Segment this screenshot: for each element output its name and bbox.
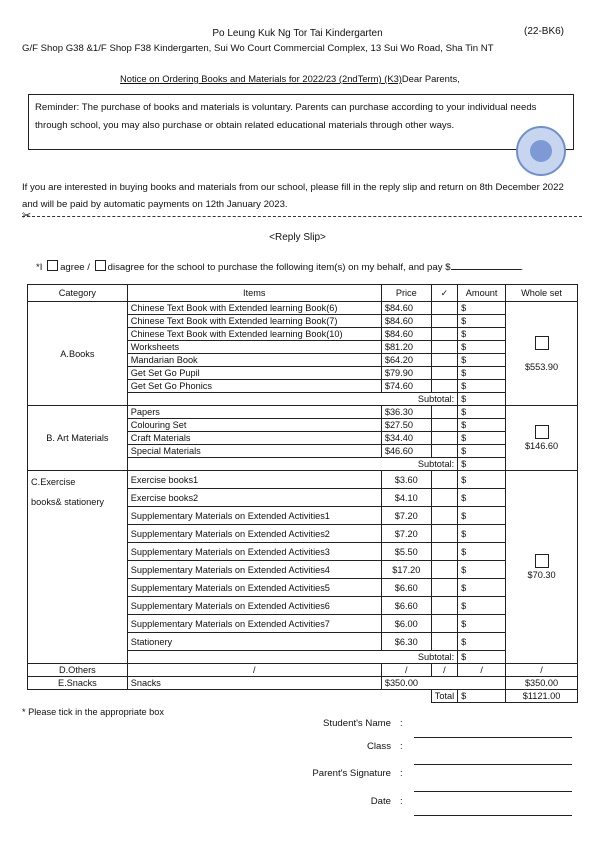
disagree-checkbox[interactable] — [95, 260, 106, 271]
subtotal-label: Subtotal: — [127, 393, 457, 406]
item-check[interactable] — [431, 302, 457, 315]
table-row — [28, 677, 578, 690]
item-amount: $ — [458, 380, 506, 393]
item-price: $84.60 — [381, 302, 431, 315]
item-price: $27.50 — [381, 419, 431, 432]
item-name: Supplementary Materials on Extended Activities2 — [127, 525, 381, 543]
item-price: $6.60 — [381, 597, 431, 615]
item-name: Mandarian Book — [127, 354, 381, 367]
item-name: Supplementary Materials on Extended Activities5 — [127, 579, 381, 597]
header-whole-set: Whole set — [506, 285, 578, 302]
whole-set-art-price: $146.60 — [524, 441, 559, 451]
total-whole: $1121.00 — [506, 690, 578, 703]
table-row — [28, 302, 578, 315]
whole-set-art — [506, 406, 578, 471]
agree-star: *I — [36, 262, 43, 273]
whole-set-snacks: $350.00 — [506, 677, 578, 690]
item-check[interactable] — [431, 445, 457, 458]
whole-set-books-price: $553.90 — [524, 361, 559, 372]
table-row — [28, 664, 578, 677]
agree-label: agree / — [60, 262, 90, 273]
subtotal-label: Subtotal: — [127, 651, 457, 664]
total-amount: $ — [458, 690, 506, 703]
item-amount: $ — [458, 561, 506, 579]
item-amount: $ — [458, 354, 506, 367]
item-check[interactable] — [431, 315, 457, 328]
whole-set-exercise — [506, 471, 578, 664]
footnote: * Please tick in the appropriate box — [22, 707, 164, 717]
category-books: A.Books — [28, 302, 128, 406]
pay-amount-field[interactable] — [451, 260, 521, 270]
item-check[interactable] — [431, 471, 457, 489]
parent-signature-field[interactable] — [414, 791, 572, 792]
header-category: Category — [28, 285, 128, 302]
item-amount: / — [458, 664, 506, 677]
item-name: Chinese Text Book with Extended learning Book(6) — [127, 302, 381, 315]
student-name-field[interactable] — [414, 737, 572, 738]
parent-signature-colon: : — [400, 768, 403, 779]
salutation: Dear Parents, — [401, 73, 460, 84]
parent-signature-label: Parent's Signature — [312, 768, 391, 779]
item-amount: $ — [458, 489, 506, 507]
item-amount: $ — [458, 543, 506, 561]
item-check[interactable] — [431, 597, 457, 615]
table-row — [28, 471, 578, 489]
header-price: Price — [381, 285, 431, 302]
whole-set-books-checkbox[interactable] — [535, 336, 549, 350]
whole-set-others: / — [506, 664, 578, 677]
item-name: Supplementary Materials on Extended Activities1 — [127, 507, 381, 525]
item-amount: $ — [458, 367, 506, 380]
item-price: $46.60 — [381, 445, 431, 458]
item-price: $6.60 — [381, 579, 431, 597]
whole-set-exercise-price: $70.30 — [527, 570, 556, 580]
item-name: Chinese Text Book with Extended learning Book(7) — [127, 315, 381, 328]
item-amount: $ — [458, 471, 506, 489]
whole-set-exercise-checkbox[interactable] — [535, 554, 549, 568]
subtotal-amount: $ — [458, 651, 506, 664]
date-field[interactable] — [414, 815, 572, 816]
notice-heading: Notice on Ordering Books and Materials for 2022/23 (2ndTerm) (K3) — [120, 73, 402, 84]
item-price: $5.50 — [381, 543, 431, 561]
category-others: D.Others — [28, 664, 128, 677]
item-amount: $ — [458, 615, 506, 633]
item-check[interactable] — [431, 432, 457, 445]
whole-set-art-checkbox[interactable] — [535, 425, 549, 439]
item-name: Supplementary Materials on Extended Activities4 — [127, 561, 381, 579]
item-check[interactable] — [431, 579, 457, 597]
student-name-label: Student's Name — [323, 718, 391, 729]
category-snacks: E.Snacks — [28, 677, 128, 690]
item-amount: $ — [458, 406, 506, 419]
item-name: Stationery — [127, 633, 381, 651]
item-name: Supplementary Materials on Extended Activities3 — [127, 543, 381, 561]
item-check[interactable] — [431, 507, 457, 525]
item-amount: $ — [458, 445, 506, 458]
student-name-colon: : — [400, 718, 403, 729]
subtotal-amount: $ — [458, 458, 506, 471]
item-amount: $ — [458, 633, 506, 651]
item-price: $7.20 — [381, 507, 431, 525]
item-check: / — [431, 664, 457, 677]
header-amount: Amount — [458, 285, 506, 302]
item-check[interactable] — [431, 328, 457, 341]
interest-paragraph: If you are interested in buying books and materials from our school, please fill in the reply slip and return on 8th December 2022 and will be paid by automatic payments on 12th January 2023. — [22, 182, 564, 210]
item-price: $6.30 — [381, 633, 431, 651]
item-amount: $ — [458, 302, 506, 315]
item-price: $81.20 — [381, 341, 431, 354]
item-price: $34.40 — [381, 432, 431, 445]
item-name: Colouring Set — [127, 419, 381, 432]
item-name: Exercise books1 — [127, 471, 381, 489]
whole-set-books — [506, 302, 578, 406]
item-name: Craft Materials — [127, 432, 381, 445]
total-row — [28, 690, 578, 703]
item-check[interactable] — [431, 543, 457, 561]
order-table — [27, 284, 578, 703]
item-amount: $ — [458, 597, 506, 615]
seal-emblem-icon — [530, 140, 552, 162]
item-check[interactable] — [431, 615, 457, 633]
item-price: $350.00 — [381, 677, 505, 690]
date-label: Date — [370, 796, 391, 807]
item-name: Papers — [127, 406, 381, 419]
item-name: Get Set Go Phonics — [127, 380, 381, 393]
school-address: G/F Shop G38 &1/F Shop F38 Kindergarten, Sui Wo Court Commercial Complex, 13 Sui Wo Road, Sha Tin NT — [22, 43, 494, 54]
item-amount: $ — [458, 419, 506, 432]
disagree-label: disagree for the school to purchase the following item(s) on my behalf, and pay $ — [107, 262, 451, 273]
category-exercise-line2: books& stationery — [31, 497, 105, 507]
item-price: $3.60 — [381, 471, 431, 489]
category-exercise-line1: C.Exercise — [31, 477, 76, 487]
item-price: $6.00 — [381, 615, 431, 633]
item-name: Exercise books2 — [127, 489, 381, 507]
item-price: / — [381, 664, 431, 677]
item-name: Supplementary Materials on Extended Activities7 — [127, 615, 381, 633]
item-amount: $ — [458, 579, 506, 597]
item-name: Snacks — [127, 677, 381, 690]
item-price: $84.60 — [381, 328, 431, 341]
scissors-icon: ✂ — [22, 210, 32, 222]
item-price: $64.20 — [381, 354, 431, 367]
class-colon: : — [400, 741, 403, 752]
item-price: $84.60 — [381, 315, 431, 328]
item-amount: $ — [458, 525, 506, 543]
item-price: $74.60 — [381, 380, 431, 393]
item-check[interactable] — [431, 380, 457, 393]
category-exercise — [28, 471, 128, 664]
item-name: / — [127, 664, 381, 677]
class-label: Class — [367, 741, 391, 752]
item-price: $4.10 — [381, 489, 431, 507]
item-price: $17.20 — [381, 561, 431, 579]
item-name: Special Materials — [127, 445, 381, 458]
header-items: Items — [127, 285, 381, 302]
item-check[interactable] — [431, 406, 457, 419]
item-check[interactable] — [431, 633, 457, 651]
item-amount: $ — [458, 328, 506, 341]
item-check[interactable] — [431, 367, 457, 380]
notice-title — [120, 73, 460, 84]
category-art: B. Art Materials — [28, 406, 128, 471]
subtotal-label: Subtotal: — [127, 458, 457, 471]
item-name: Get Set Go Pupil — [127, 367, 381, 380]
item-price: $7.20 — [381, 525, 431, 543]
item-amount: $ — [458, 341, 506, 354]
item-check[interactable] — [431, 489, 457, 507]
form-code: (22-BK6) — [524, 26, 565, 37]
item-amount: $ — [458, 432, 506, 445]
item-check[interactable] — [431, 341, 457, 354]
item-name: Worksheets — [127, 341, 381, 354]
item-name: Supplementary Materials on Extended Activities6 — [127, 597, 381, 615]
item-check[interactable] — [431, 525, 457, 543]
table-row — [28, 406, 578, 419]
agree-statement — [36, 260, 523, 273]
reply-slip-title: <Reply Slip> — [269, 232, 326, 243]
item-amount: $ — [458, 507, 506, 525]
school-name: Po Leung Kuk Ng Tor Tai Kindergarten — [212, 28, 383, 39]
subtotal-amount: $ — [458, 393, 506, 406]
total-label: Total — [431, 690, 457, 703]
agree-end: . — [520, 262, 524, 273]
item-price: $79.90 — [381, 367, 431, 380]
date-colon: : — [400, 796, 403, 807]
item-name: Chinese Text Book with Extended learning Book(10) — [127, 328, 381, 341]
cut-line — [22, 216, 582, 217]
agree-checkbox[interactable] — [47, 260, 58, 271]
header-check: ✓ — [431, 285, 457, 302]
item-check[interactable] — [431, 354, 457, 367]
item-price: $36.30 — [381, 406, 431, 419]
item-check[interactable] — [431, 561, 457, 579]
item-check[interactable] — [431, 419, 457, 432]
class-field[interactable] — [414, 764, 572, 765]
item-amount: $ — [458, 315, 506, 328]
reminder-box: Reminder: The purchase of books and materials is voluntary. Parents can purchase according to your individual needs through school, you may also purchase or obtain related educational materials through other ways. — [28, 94, 574, 150]
